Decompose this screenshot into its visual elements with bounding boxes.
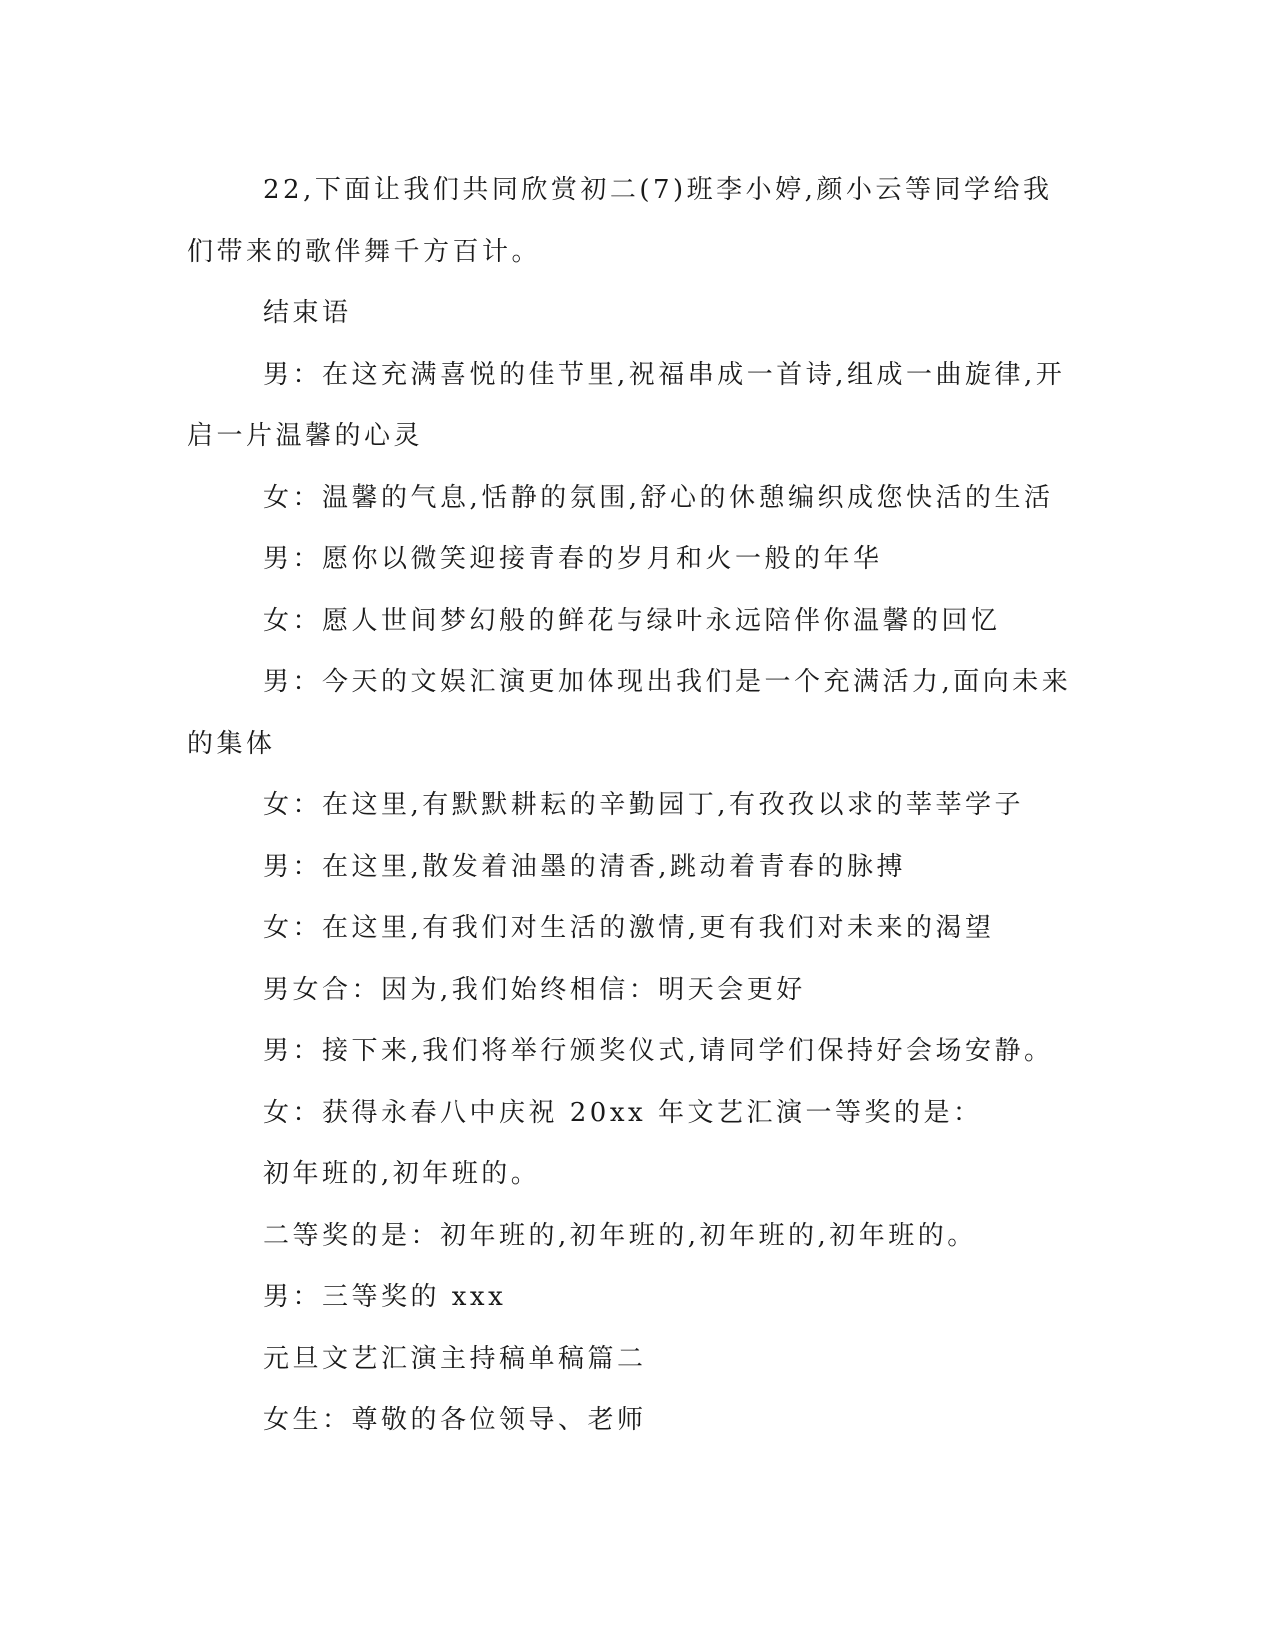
paragraph-first-prize: 女：获得永春八中庆祝 20xx 年文艺汇演一等奖的是：: [263, 1097, 983, 1128]
paragraph-third-prize: 男：三等奖的 xxx: [263, 1282, 507, 1312]
paragraph-together: 男女合：因为,我们始终相信：明天会更好: [263, 974, 806, 1005]
paragraph-section-title: 元旦文艺汇演主持稿单稿篇二: [263, 1343, 647, 1374]
paragraph-female-1: 女：温馨的气息,恬静的氛围,舒心的休憩编织成您快活的生活: [263, 482, 1054, 513]
document-body: [187, 160, 1077, 1452]
paragraph-female-3: 女：在这里,有默默耕耘的辛勤园丁,有孜孜以求的莘莘学子: [263, 790, 1025, 820]
paragraph-male-1: 男：在这充满喜悦的佳节里,祝福串成一首诗,组成一曲旋律,开启一片温馨的心灵: [187, 359, 1066, 451]
paragraph-female-4: 女：在这里,有我们对生活的激情,更有我们对未来的渴望: [263, 913, 995, 943]
paragraph-closing-heading: 结束语: [263, 298, 352, 328]
paragraph-second-prize: 二等奖的是：初年班的,初年班的,初年班的,初年班的。: [263, 1220, 977, 1251]
paragraph-male-2: 男：愿你以微笑迎接青春的岁月和火一般的年华: [263, 544, 883, 574]
paragraph-male-awards: 男：接下来,我们将举行颁奖仪式,请同学们保持好会场安静。: [263, 1036, 1054, 1066]
paragraph-program-22: 22,下面让我们共同欣赏初二(7)班李小婷,颜小云等同学给我们带来的歌伴舞千方百计。: [187, 175, 1053, 267]
paragraph-female-greeting: 女生：尊敬的各位领导、老师: [263, 1405, 647, 1435]
paragraph-male-3: 男：今天的文娱汇演更加体现出我们是一个充满活力,面向未来的集体: [187, 667, 1072, 759]
paragraph-first-prize-classes: 初年班的,初年班的。: [263, 1159, 541, 1189]
paragraph-female-2: 女：愿人世间梦幻般的鲜花与绿叶永远陪伴你温馨的回忆: [263, 605, 1001, 636]
paragraph-male-4: 男：在这里,散发着油墨的清香,跳动着青春的脉搏: [263, 851, 907, 882]
